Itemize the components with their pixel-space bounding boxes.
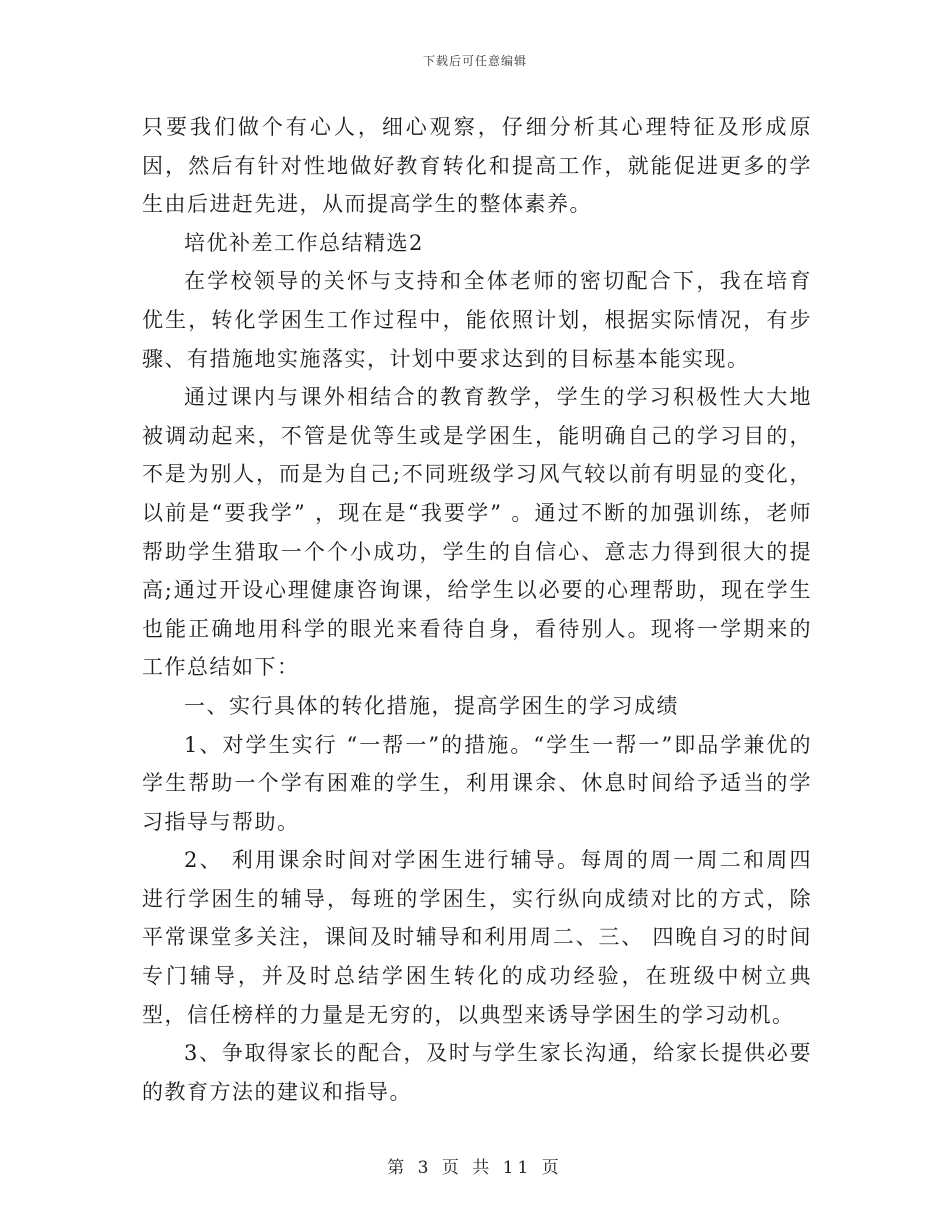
list-item-paragraph: 2、 利用课余时间对学困生进行辅导。每周的周一周二和周四进行学困生的辅导，每班的学困生，实行纵向成绩对比的方式，除平常课堂多关注，课间及时辅导和利用周二、三、 四晚自习的时间专门辅导，并及时总结学困生转化的成功经验，在班级中树立典型，信任榜样的力量是无穷的，以典型来诱导学困生的学习动机。 (142, 848, 812, 1027)
paragraph: 在学校领导的关怀与支持和全体老师的密切配合下，我在培育优生，转化学困生工作过程中，能依照计划，根据实际情况，有步骤、有措施地实施落实，计划中要求达到的目标基本能实现。 (142, 269, 812, 371)
page-number-footer: 第 3 页 共 11 页 (387, 1158, 563, 1178)
list-item-paragraph: 3、争取得家长的配合，及时与学生家长沟通，给家长提供必要的教育方法的建议和指导。 (142, 1041, 812, 1104)
document-body (142, 108, 812, 1111)
section-heading: 一、实行具体的转化措施，提高学困生的学习成绩 (184, 693, 679, 718)
page-header: 下载后可任意编辑 (422, 54, 527, 68)
list-item-paragraph: 1、对学生实行 “一帮一”的措施。“学生一帮一”即品学兼优的学生帮助一个学有困难的学生，利用课余、休息时间给予适当的学习指导与帮助。 (142, 732, 812, 834)
paragraph: 通过课内与课外相结合的教育教学，学生的学习积极性大大地被调动起来，不管是优等生或是学困生，能明确自己的学习目的，不是为别人，而是为自己;不同班级学习风气较以前有明显的变化，以前是“要我学” ，现在是“我要学” 。通过不断的加强训练，老师帮助学生猎取一个个小成功，学生的自信心、意志力得到很大的提高;通过开设心理健康咨询课，给学生以必要的心理帮助，现在学生也能正确地用科学的眼光来看待自身，看待别人。现将一学期来的工作总结如下： (142, 385, 812, 680)
paragraph-continuation: 只要我们做个有心人，细心观察，仔细分析其心理特征及形成原因，然后有针对性地做好教育转化和提高工作，就能促进更多的学生由后进赶先进，从而提高学生的整体素养。 (142, 115, 812, 217)
section-title: 培优补差工作总结精选2 (184, 230, 424, 255)
